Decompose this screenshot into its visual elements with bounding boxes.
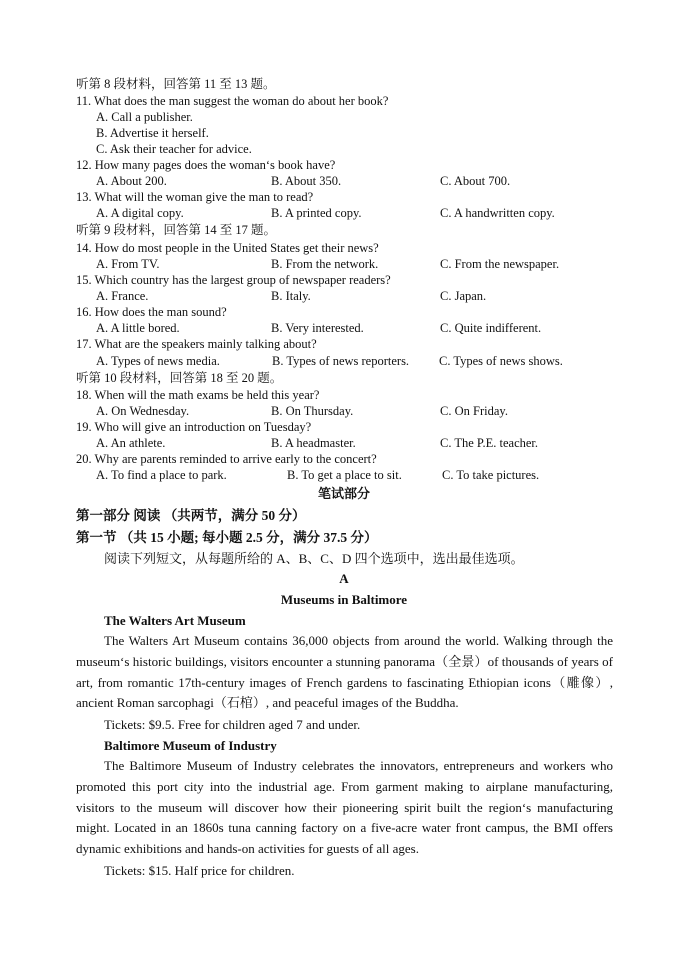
question-12: 12. How many pages does the woman‘s book have? — [76, 158, 336, 172]
question-15: 15. Which country has the largest group of newspaper readers? — [76, 273, 391, 287]
q11-option-c: C. Ask their teacher for advice. — [96, 142, 252, 156]
museum-2-description — [76, 756, 613, 860]
q17-option-c: C. Types of news shows. — [439, 354, 563, 368]
museum-2-paragraph: The Baltimore Museum of Industry celebrates the innovators, entrepreneurs and workers who promoted this port city into the industrial age. From garment making to airplane manufacturing, visitors to the museum will discover how their pioneering spirit built the region‘s manufacturing might. Located in an 1860s tuna canning factory on a five-acre water front campus, the BMI offers dynamic exhibitions and hands-on activities for guests of all ages. — [76, 758, 613, 857]
museum-1-tickets: Tickets: $9.5. Free for children aged 7 and under. — [104, 717, 361, 732]
q20-option-b: B. To get a place to sit. — [287, 468, 402, 482]
museum-1-name: The Walters Art Museum — [104, 613, 246, 628]
question-11: 11. What does the man suggest the woman do about her book? — [76, 94, 389, 108]
section-10-intro: 听第 10 段材料，回答第 18 至 20 题。 — [76, 371, 283, 385]
q15-option-c: C. Japan. — [440, 289, 487, 303]
question-18: 18. When will the math exams be held this year? — [76, 388, 320, 402]
q18-option-c: C. On Friday. — [440, 404, 508, 418]
museum-2-name: Baltimore Museum of Industry — [104, 738, 277, 753]
question-19: 19. Who will give an introduction on Tuesday? — [76, 420, 312, 434]
question-13: 13. What will the woman give the man to read? — [76, 190, 314, 204]
museum-1-paragraph: The Walters Art Museum contains 36,000 objects from around the world. Walking through the museum‘s historic buildings, visitors encounter a stunning panorama（全景）of thousands of years of art, from romantic 17th-century images of French gardens to fascinating Ethiopian icons（雕像）, ancient Roman sarcophagi（石棺）, and peaceful images of the Buddha. — [76, 633, 613, 711]
section-one-heading: 第一节 （共 15 小题; 每小题 2.5 分，满分 37.5 分） — [76, 530, 378, 545]
passage-letter: A — [339, 571, 349, 586]
q13-option-b: B. A printed copy. — [271, 206, 362, 220]
q20-option-c: C. To take pictures. — [442, 468, 540, 482]
q18-option-a: A. On Wednesday. — [96, 404, 190, 418]
q16-option-c: C. Quite indifferent. — [440, 321, 542, 335]
question-16: 16. How does the man sound? — [76, 305, 227, 319]
q12-option-a: A. About 200. — [96, 174, 167, 188]
part-one-heading: 第一部分 阅读 （共两节，满分 50 分） — [76, 508, 306, 523]
q17-option-a: A. Types of news media. — [96, 354, 220, 368]
passage-title: Museums in Baltimore — [280, 592, 408, 607]
q15-option-a: A. France. — [96, 289, 149, 303]
q19-option-c: C. The P.E. teacher. — [440, 436, 539, 450]
section-8-intro: 听第 8 段材料，回答第 11 至 13 题。 — [76, 77, 276, 91]
reading-instruction: 阅读下列短文，从每题所给的 A、B、C、D 四个选项中，选出最佳选项。 — [104, 551, 524, 566]
question-17: 17. What are the speakers mainly talking about? — [76, 337, 317, 351]
written-part-title: 笔试部分 — [317, 486, 370, 501]
section-9-intro: 听第 9 段材料，回答第 14 至 17 题。 — [76, 223, 277, 237]
q14-option-b: B. From the network. — [271, 257, 379, 271]
q12-option-b: B. About 350. — [271, 174, 342, 188]
q14-option-c: C. From the newspaper. — [440, 257, 560, 271]
q13-option-a: A. A digital copy. — [96, 206, 184, 220]
q13-option-c: C. A handwritten copy. — [440, 206, 555, 220]
q18-option-b: B. On Thursday. — [271, 404, 354, 418]
q17-option-b: B. Types of news reporters. — [272, 354, 410, 368]
q16-option-a: A. A little bored. — [96, 321, 180, 335]
q11-option-b: B. Advertise it herself. — [96, 126, 209, 140]
q19-option-b: B. A headmaster. — [271, 436, 356, 450]
q19-option-a: A. An athlete. — [96, 436, 166, 450]
q11-option-a: A. Call a publisher. — [96, 110, 193, 124]
q20-option-a: A. To find a place to park. — [96, 468, 227, 482]
q16-option-b: B. Very interested. — [271, 321, 364, 335]
question-14: 14. How do most people in the United States get their news? — [76, 241, 379, 255]
museum-2-tickets: Tickets: $15. Half price for children. — [104, 863, 295, 878]
q12-option-c: C. About 700. — [440, 174, 511, 188]
museum-1-description — [76, 631, 613, 714]
question-20: 20. Why are parents reminded to arrive early to the concert? — [76, 452, 377, 466]
q15-option-b: B. Italy. — [271, 289, 311, 303]
q14-option-a: A. From TV. — [96, 257, 160, 271]
